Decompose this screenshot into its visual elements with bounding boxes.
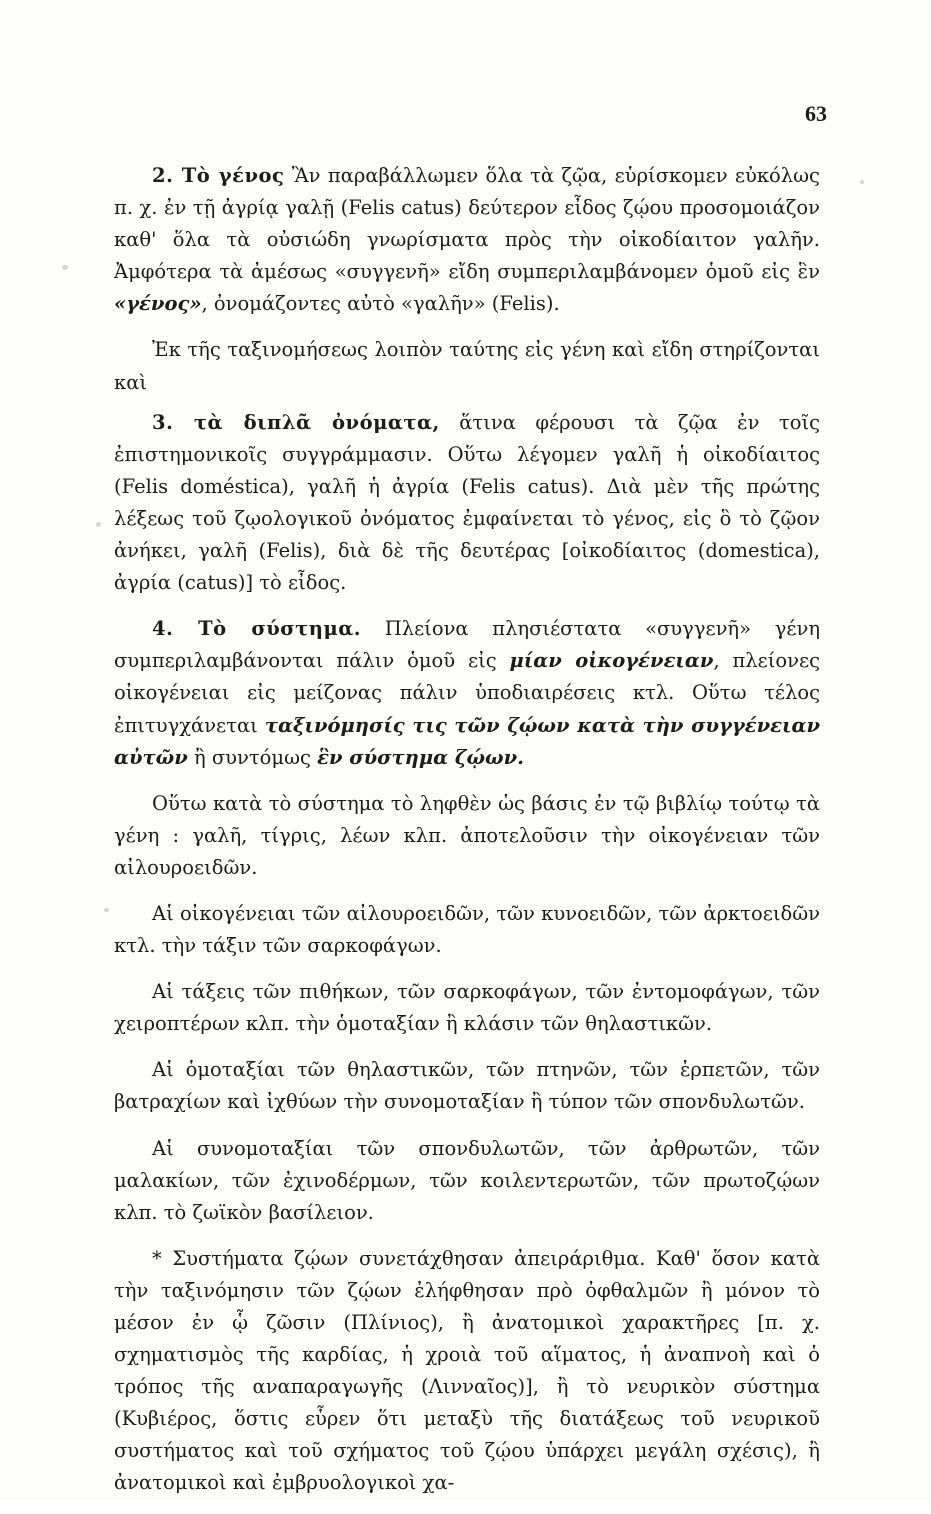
page-number: 63 <box>805 101 827 126</box>
section-2-text-end: , ὀνομάζοντες αὐτὸ «γαλῆν» (Felis). <box>201 292 560 316</box>
scan-speck <box>62 265 68 270</box>
classes-paragraph: Αἱ ὁμοταξίαι τῶν θηλαστικῶν, τῶν πτηνῶν, τῶν ἑρπετῶν, τῶν βατραχίων καὶ ἰχθύων τὴν συνομοταξίαν ἢ τύπον τῶν σπονδυλωτῶν. <box>114 1058 820 1114</box>
section-4-heading: 4. Τὸ σύστημα. <box>152 617 362 641</box>
section-3-paragraph <box>114 407 820 600</box>
section-2-text: Ἂν παραβάλλωμεν ὅλα τὰ ζῷα, εὑρίσκομεν εὐκόλως π. χ. ἐν τῇ ἀγρίᾳ γαλῇ (Felis catus) δεύτερον εἶδος ζῴου προσομοιάζον καθ' ὅλα τὰ οὐσιώδη γνωρίσματα πρὸς τὴν οἰκοδίαιτον γαλῆν. Ἀμφότερα τὰ ἀμέσως «συγγενῆ» εἴδη συμπεριλαμβάνομεν ὁμοῦ εἰς ἓν <box>114 164 820 284</box>
phyla-paragraph: Αἱ συνομοταξίαι τῶν σπονδυλωτῶν, τῶν ἀρθρωτῶν, τῶν μαλακίων, τῶν ἐχινοδέρμων, τῶν κοιλεντερωτῶν, τῶν πρωτοζῴων κλπ. τὸ ζωϊκὸν βασίλειον. <box>114 1136 820 1224</box>
scan-speck <box>860 180 864 184</box>
section-4-text-c: ἢ συντόμως <box>187 745 311 769</box>
section-4-term-family: μίαν οἰκογένειαν <box>509 649 714 673</box>
section-4-term-system: ἓν σύστημα ζῴων. <box>317 745 524 769</box>
section-4-paragraph <box>114 613 820 773</box>
section-3-heading: 3. τὰ διπλᾶ ὀνόματα, <box>152 410 440 434</box>
orders-paragraph: Αἱ τάξεις τῶν πιθήκων, τῶν σαρκοφάγων, τῶν ἐντομοφάγων, τῶν χειροπτέρων κλπ. τὴν ὁμοταξίαν ἢ κλάσιν τῶν θηλαστικῶν. <box>114 980 820 1036</box>
system-example-paragraph: Οὕτω κατὰ τὸ σύστημα τὸ ληφθὲν ὡς βάσις ἐν τῷ βιβλίῳ τούτῳ τὰ γένη : γαλῆ, τίγρις, λέων κλπ. ἀποτελοῦσιν τὴν οἰκογένειαν τῶν αἰλουροειδῶν. <box>114 791 820 879</box>
section-4-text-b: , πλείονες οἰκογένειαι εἰς μείζονας πάλιν ὑποδιαιρέσεις κτλ. Οὕτω τέλος ἐπιτυγχάνεται <box>114 649 821 737</box>
scan-speck <box>104 908 109 912</box>
section-2-heading: 2. Τὸ γένος <box>152 164 285 187</box>
section-2-paragraph <box>114 160 820 320</box>
section-4-text-a: Πλείονα πλησιέστατα «συγγενῆ» γένη συμπεριλαμβάνονται πάλιν ὁμοῦ εἰς <box>114 617 820 673</box>
classification-paragraph: Ἐκ τῆς ταξινομήσεως λοιπὸν ταύτης εἰς γένη καὶ εἴδη στηρίζονται καὶ <box>114 338 820 394</box>
section-3-text: ἅτινα φέρουσι τὰ ζῷα ἐν τοῖς ἐπιστημονικοῖς συγγράμμασιν. Οὕτω λέγομεν γαλῆ ἡ οἰκοδίαιτος (Felis doméstica), γαλῆ ἡ ἀγρία (Felis catus). Διὰ μὲν τῆς πρώτης λέξεως τοῦ ζῳολογικοῦ ὀνόματος ἐμφαίνεται τὸ γένος, εἰς ὃ τὸ ζῷον ἀνήκει, γαλῆ (Felis), διὰ δὲ τῆς δευτέρας [οἰκοδίαιτος (domestica), ἀγρία (catus)] τὸ εἶδος. <box>114 410 821 595</box>
footnote-paragraph: * Συστήματα ζῴων συνετάχθησαν ἀπειράριθμα. Καθ' ὅσον κατὰ τὴν ταξινόμησιν τῶν ζῴων ἐλήφθησαν πρὸ ὀφθαλμῶν ἢ μόνον τὸ μέσον ἐν ᾧ ζῶσιν (Πλίνιος), ἢ ἀνατομικοὶ χαρακτῆρες [π. χ. σχηματισμὸς τῆς καρδίας, ἡ χροιὰ τοῦ αἵματος, ἡ ἀναπνοὴ καὶ ὁ τρόπος τῆς αναπαραγωγῆς (Λινναῖος)], ἢ τὸ νευρικὸν σύστημα (Κυβιέρος, ὅστις εὗρεν ὅτι μεταξὺ τῆς διατάξεως τοῦ νευρικοῦ συστήματος καὶ τοῦ σχήματος τοῦ ζῴου ὑπάρχει μεγάλη σχέσις), ἢ ἀνατομικοὶ καὶ ἐμβρυολογικοὶ χα- <box>114 1246 820 1495</box>
scan-speck <box>96 522 101 527</box>
section-2-term-genos: «γένος» <box>114 292 202 316</box>
page-body <box>114 160 820 1514</box>
families-paragraph: Αἱ οἰκογένειαι τῶν αἰλουροειδῶν, τῶν κυνοειδῶν, τῶν ἀρκτοειδῶν κτλ. τὴν τάξιν τῶν σαρκοφάγων. <box>114 901 820 958</box>
section-4-term-classification: ταξινόμησίς τις τῶν ζῴων κατὰ τὴν συγγένειαν αὐτῶν <box>114 713 820 769</box>
